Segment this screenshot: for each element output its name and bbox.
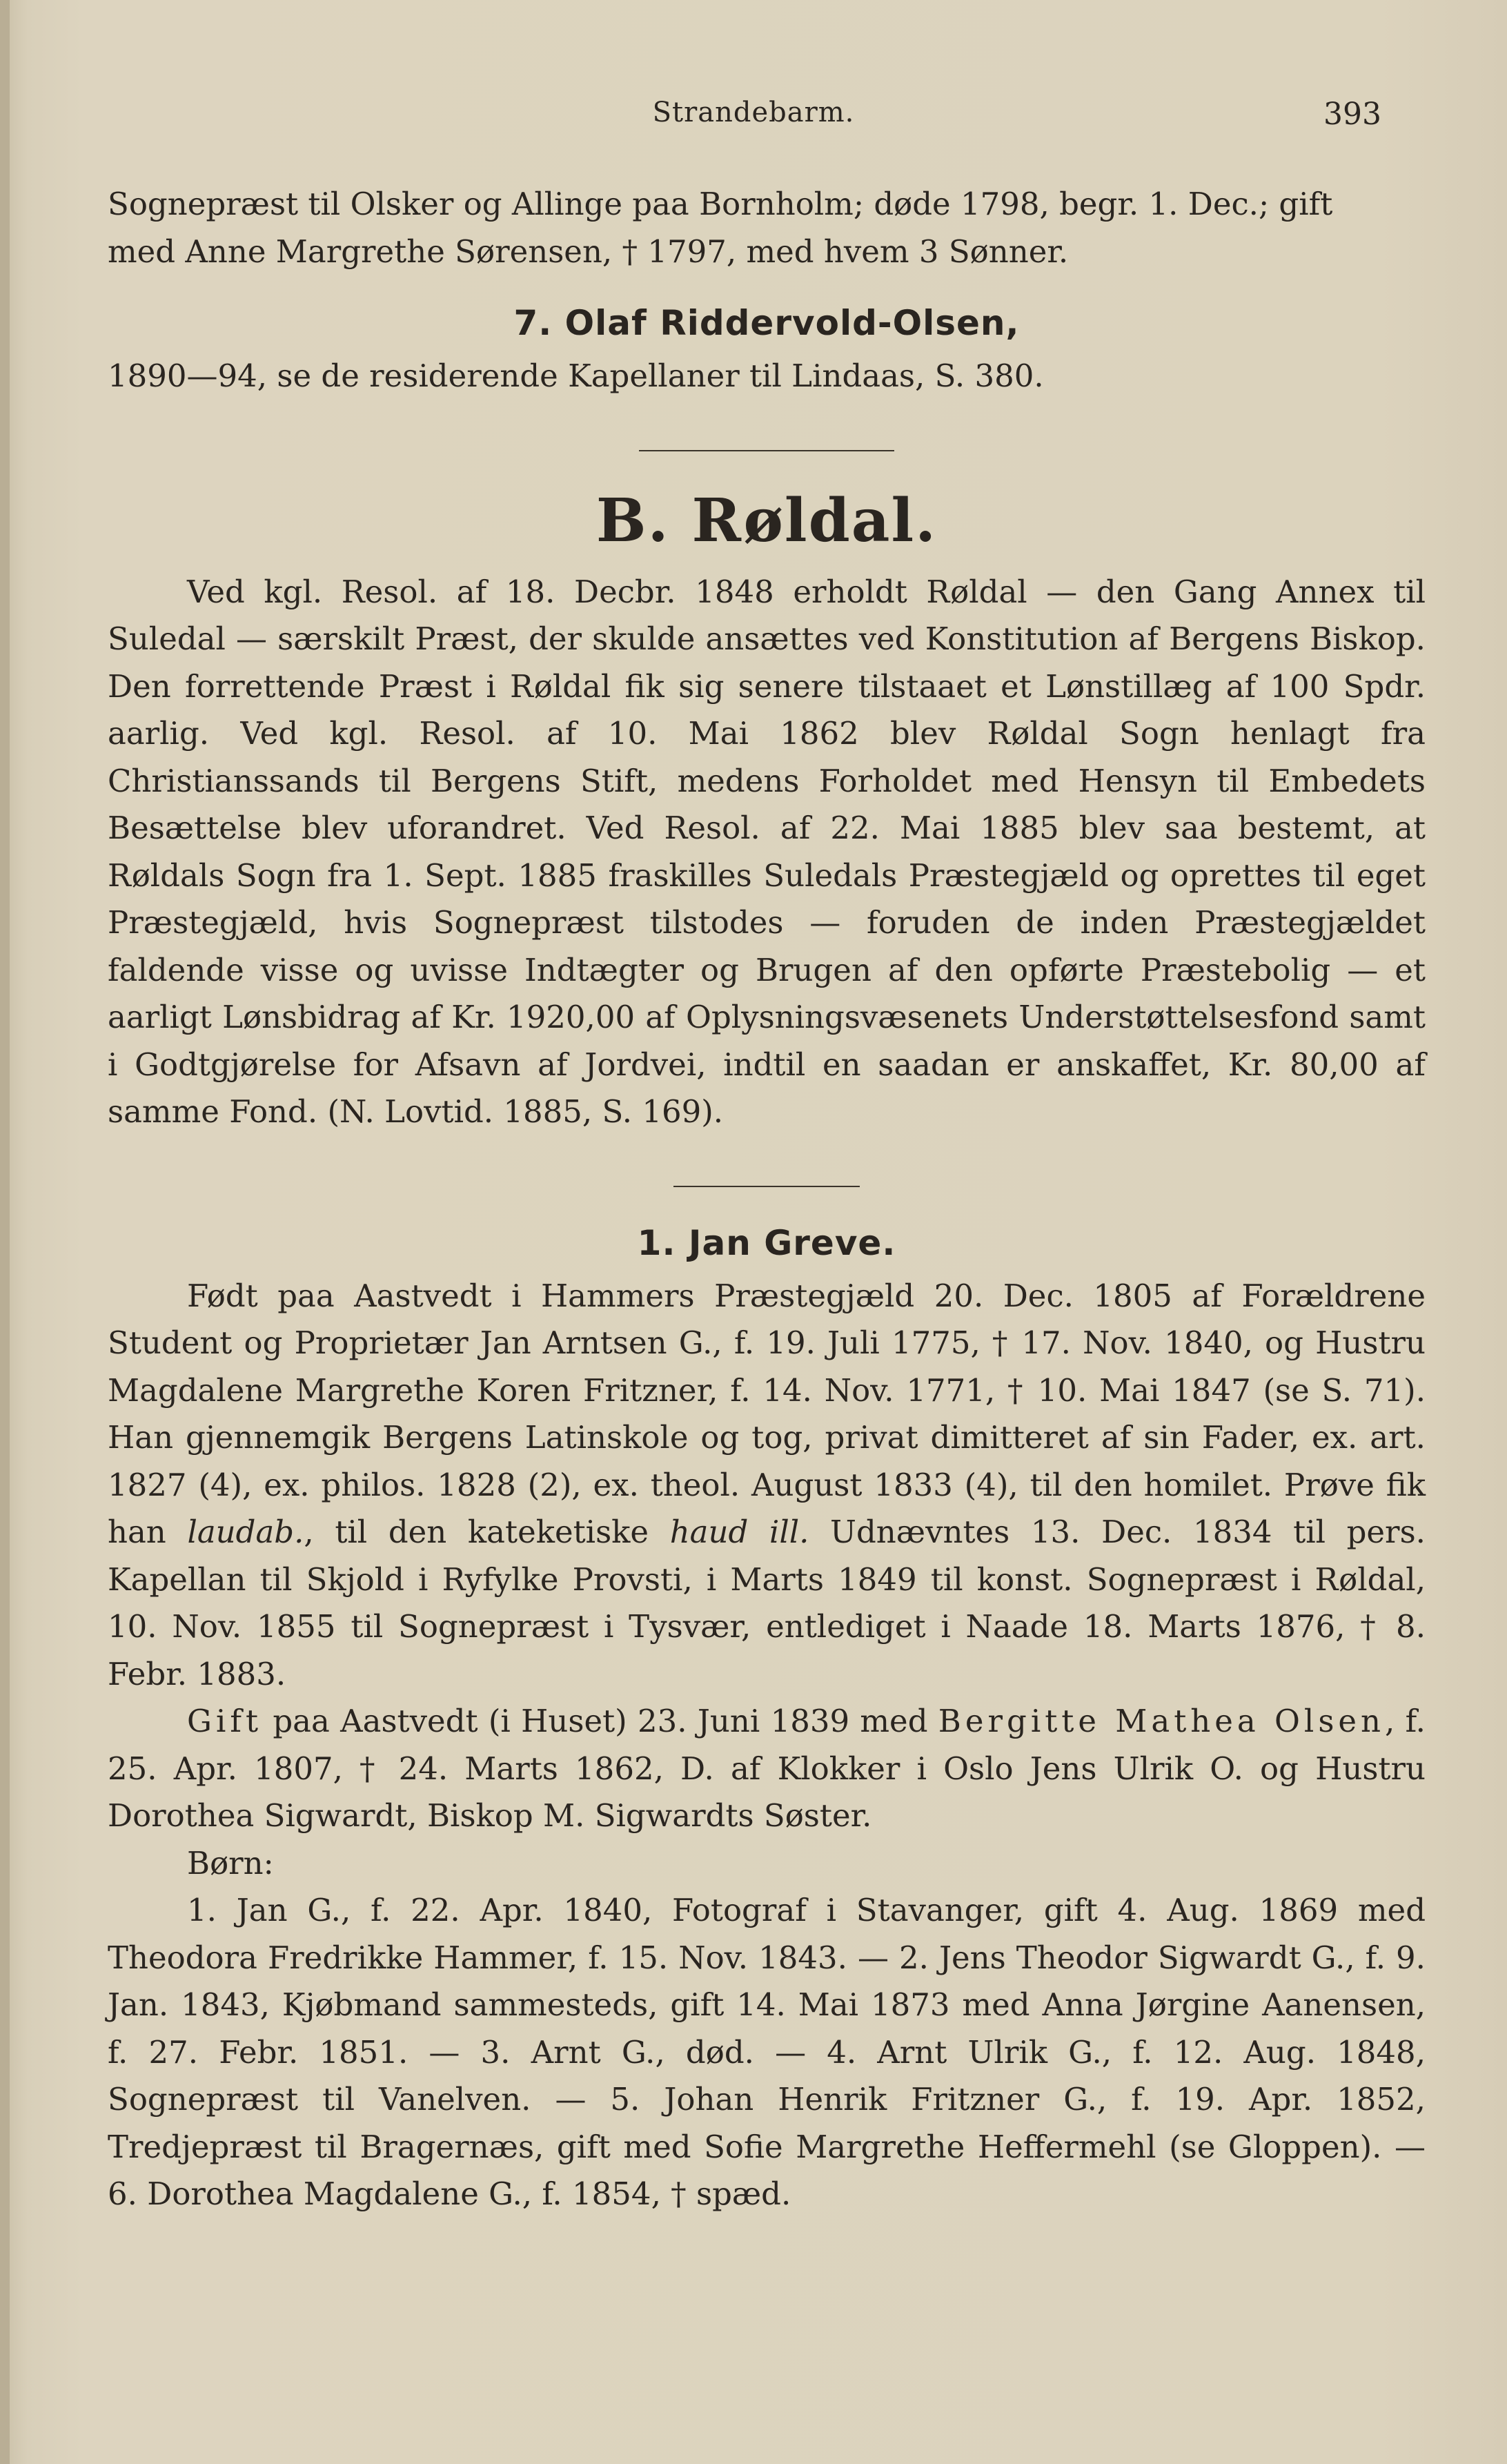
wife-name: Bergitte Mathea Olsen [938, 1703, 1386, 1739]
entry-7-text: 1890—94, se de residerende Kapellaner til Lindaas, S. 380. [108, 358, 1044, 394]
entry-1-heading: 1. Jan Greve. [637, 1222, 896, 1263]
marriage-text-b: , f. 25. Apr. 1807, † 24. Marts 1862, D. af Klokker i Oslo Jens Ulrik O. og Hustru Dorothea Sigwardt, Biskop M. Sigwardts Søster. [108, 1703, 1426, 1834]
running-head [0, 97, 1507, 138]
entry-1-marriage [108, 1698, 1426, 1840]
grade-haud-ill: haud ill. [669, 1514, 809, 1550]
page-binding-edge [0, 0, 10, 2464]
bio-text-b: , til den kateketiske [304, 1514, 670, 1550]
running-title: Strandebarm. [652, 97, 855, 128]
section-b-title: B. Røldal. [595, 485, 938, 556]
section-divider [639, 450, 894, 451]
page-body [108, 181, 1426, 2218]
entry-divider [673, 1186, 860, 1187]
entry-7-heading: 7. Olaf Riddervold-Olsen, [513, 303, 1020, 343]
continued-paragraph [108, 181, 1426, 275]
continued-line-1: Sognepræst til Olsker og Allinge paa Bornholm; døde 1798, begr. 1. Dec.; gift [108, 186, 1333, 222]
marriage-text-a: paa Aastvedt (i Huset) 23. Juni 1839 med [262, 1703, 938, 1739]
section-b-intro: Ved kgl. Resol. af 18. Decbr. 1848 erholdt Røldal — den Gang Annex til Suledal — særskilt Præst, der skulde ansættes ved Konstitution af Bergens Biskop. Den forrettende Præst i Røldal fik sig senere tilstaaet et Lønstillæg af 100 Spdr. aarlig. Ved kgl. Resol. af 10. Mai 1862 blev Røldal Sogn henlagt fra Christianssands til Bergens Stift, medens Forholdet med Hensyn til Embedets Besættelse blev uforandret. Ved Resol. af 22. Mai 1885 blev saa bestemt, at Røldals Sogn fra 1. Sept. 1885 fraskilles Suledals Præstegjæld og oprettes til eget Præstegjæld, hvis Sognepræst tilstodes — foruden de inden Præstegjældet faldende visse og uvisse Indtægter og Brugen af den opførte Præstebolig — et aarligt Lønsbidrag af Kr. 1920,00 af Oplysningsvæsenets Understøttelsesfond samt i Godtgjørelse for Afsavn af Jordvei, indtil en saadan er anskaffet, Kr. 80,00 af samme Fond. (N. Lovtid. 1885, S. 169). [108, 573, 1426, 1130]
continued-line-2: med Anne Margrethe Sørensen, † 1797, med hvem 3 Sønner. [108, 233, 1069, 270]
entry-1-biography [108, 1273, 1426, 1699]
page-number: 393 [1323, 97, 1381, 132]
grade-laudab: laudab. [187, 1514, 304, 1550]
children-label: Børn: [187, 1844, 274, 1881]
bio-text-a: Født paa Aastvedt i Hammers Præstegjæld 20. Dec. 1805 af Forældrene Student og Proprietær Jan Arntsen G., f. 19. Juli 1775, † 17. Nov. 1840, og Hustru Magdalene Margrethe Koren Fritzner, f. 14. Nov. 1771, † 10. Mai 1847 (se S. 71). Han gjennemgik Bergens Latinskole og tog, privat dimitteret af sin Fader, ex. art. 1827 (4), ex. philos. 1828 (2), ex. theol. August 1833 (4), til den homilet. Prøve fik han [108, 1277, 1426, 1550]
bio-text-c: Udnævntes 13. Dec. 1834 til pers. Kapellan til Skjold i Ryfylke Provsti, i Marts 1849 til konst. Sognepræst i Røldal, 10. Nov. 1855 til Sognepræst i Tysvær, entlediget i Naade 18. Marts 1876, † 8. Febr. 1883. [108, 1514, 1426, 1692]
children-list: 1. Jan G., f. 22. Apr. 1840, Fotograf i Stavanger, gift 4. Aug. 1869 med Theodora Fredrikke Hammer, f. 15. Nov. 1843. — 2. Jens Theodor Sigwardt G., f. 9. Jan. 1843, Kjøbmand sammesteds, gift 14. Mai 1873 med Anna Jørgine Aanensen, f. 27. Febr. 1851. — 3. Arnt G., død. — 4. Arnt Ulrik G., f. 12. Aug. 1848, Sognepræst til Vanelven. — 5. Johan Henrik Fritzner G., f. 19. Apr. 1852, Tredjepræst til Bragernæs, gift med Sofie Margrethe Heffermehl (se Gloppen). — 6. Dorothea Magdalene G., f. 1854, † spæd. [108, 1892, 1426, 2212]
gift-label: Gift [187, 1703, 263, 1739]
